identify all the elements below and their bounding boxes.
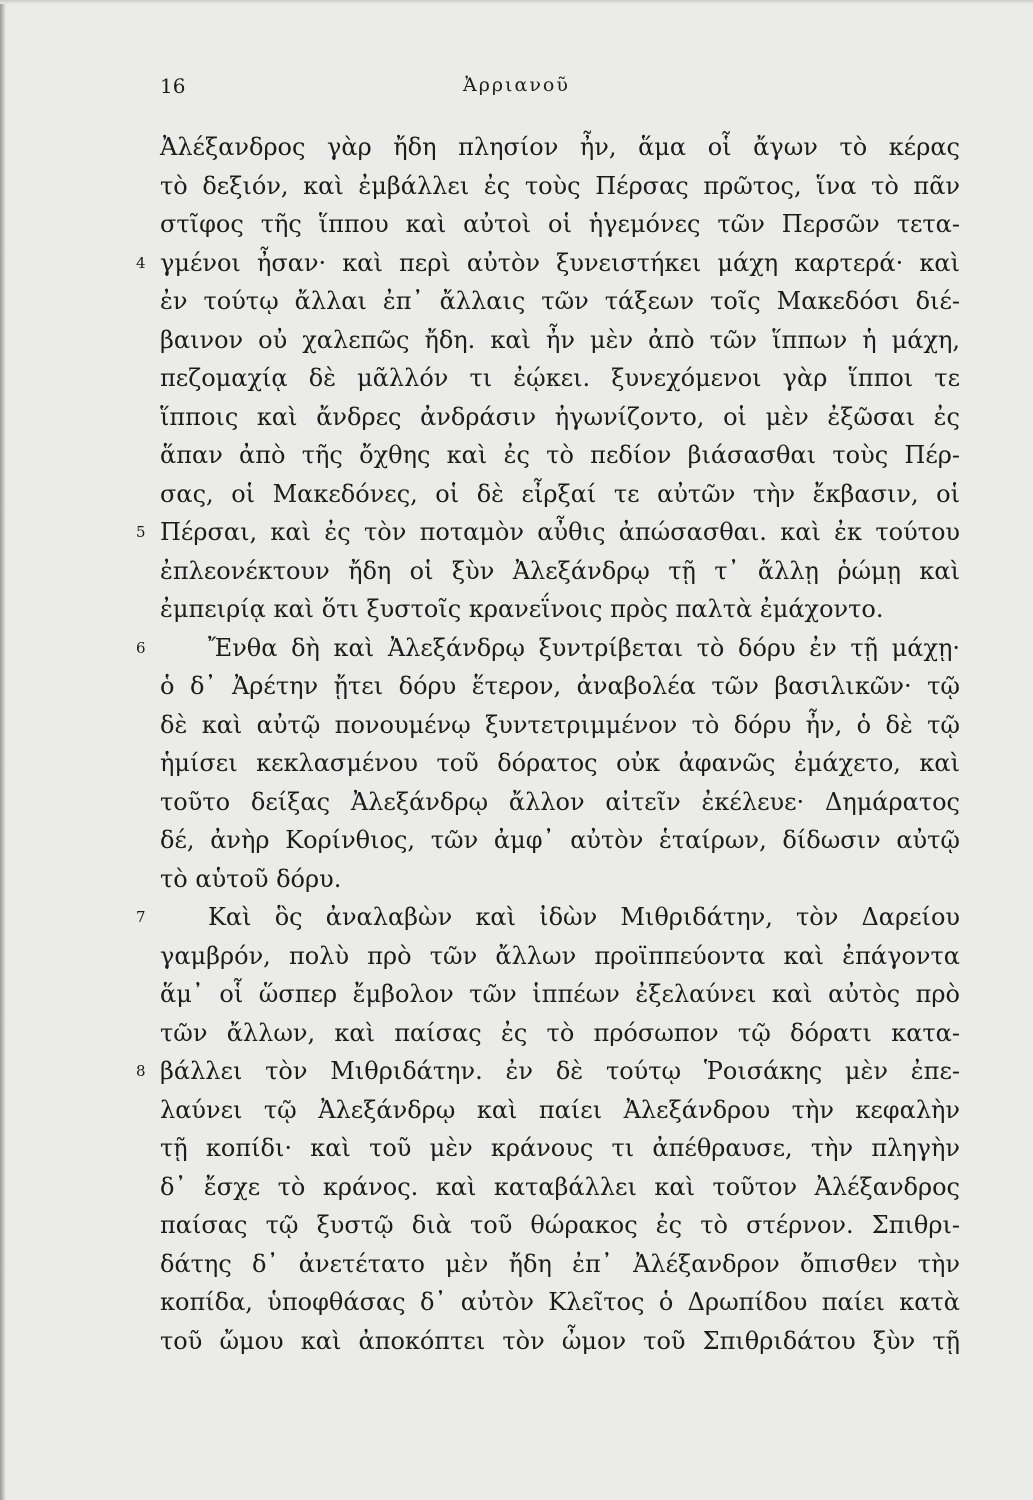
text-line xyxy=(160,282,960,321)
line-text: πεζομαχίᾳ δὲ μᾶλλόν τι ἐῴκει. ξυνεχόμενοι γὰρ ἵπποι τε xyxy=(160,364,960,392)
line-text: τοῦ ὤμου καὶ ἀποκόπτει τὸν ὦμον τοῦ Σπιθριδάτου ξὺν τῇ xyxy=(160,1326,960,1355)
text-line xyxy=(160,205,960,244)
line-text: δέ, ἀνὴρ Κορίνθιος, τῶν ἀμφ᾽ αὐτὸν ἑταίρων, δίδωσιν αὐτῷ xyxy=(160,826,960,854)
line-text: σας, οἱ Μακεδόνες, οἱ δὲ εἶρξαί τε αὐτῶν τὴν ἔκβασιν, οἱ xyxy=(160,479,960,508)
line-text: δὲ καὶ αὐτῷ πονουμένῳ ξυντετριμμένον τὸ δόρυ ἦν, ὁ δὲ τῷ xyxy=(160,710,960,739)
line-text: ὁ δ᾽ Ἀρέτην ᾔτει δόρυ ἕτερον, ἀναβολέα τῶν βασιλικῶν· τῷ xyxy=(160,672,960,700)
line-text: λαύνει τῷ Ἀλεξάνδρῳ καὶ παίει Ἀλεξάνδρου τὴν κεφαλὴν xyxy=(160,1095,960,1124)
text-line xyxy=(160,667,960,706)
text-line xyxy=(136,1052,960,1091)
line-text: ἵπποις καὶ ἄνδρες ἀνδράσιν ἠγωνίζοντο, οἱ μὲν ἐξῶσαι ἐς xyxy=(160,402,960,431)
line-text: κοπίδα, ὑποφθάσας δ᾽ αὐτὸν Κλεῖτος ὁ Δρωπίδου παίει κατὰ xyxy=(160,1288,960,1316)
text-line xyxy=(160,552,960,591)
text-line xyxy=(160,475,960,514)
text-line xyxy=(160,1168,960,1207)
line-text: παίσας τῷ ξυστῷ διὰ τοῦ θώρακος ἐς τὸ στέρνον. Σπιθρι- xyxy=(160,1211,960,1239)
text-line xyxy=(160,398,960,437)
section-number: 5 xyxy=(136,523,146,541)
page-number: 16 xyxy=(160,74,186,98)
text-line xyxy=(160,706,960,745)
text-line xyxy=(160,937,960,976)
text-line xyxy=(160,436,960,475)
line-text: ἅπαν ἀπὸ τῆς ὄχθης καὶ ἐς τὸ πεδίον βιάσασθαι τοὺς Πέρ- xyxy=(160,441,960,469)
text-line xyxy=(160,783,960,822)
text-line xyxy=(136,629,960,668)
text-line xyxy=(160,744,960,783)
line-text: ἅμ᾽ οἷ ὥσπερ ἔμβολον τῶν ἱππέων ἐξελαύνει καὶ αὐτὸς πρὸ xyxy=(160,980,960,1008)
text-line xyxy=(160,321,960,360)
text-line xyxy=(160,590,960,629)
line-text: ἐμπειρίᾳ καὶ ὅτι ξυστοῖς κρανεΐνοις πρὸς παλτὰ ἐμάχοντο. xyxy=(160,595,884,623)
section-number: 4 xyxy=(136,253,146,272)
line-text: Ἔνθα δὴ καὶ Ἀλεξάνδρῳ ξυντρίβεται τὸ δόρυ ἐν τῇ μάχῃ· xyxy=(208,633,960,662)
line-text: δάτης δ᾽ ἀνετέτατο μὲν ἤδη ἐπ᾽ Ἀλέξανδρον ὄπισθεν τὴν xyxy=(160,1249,960,1278)
page-edge-shadow xyxy=(0,0,6,1500)
text-line xyxy=(160,128,960,167)
text-line xyxy=(160,1014,960,1053)
line-text: τὸ αὑτοῦ δόρυ. xyxy=(160,864,342,893)
text-line xyxy=(136,898,960,937)
text-line xyxy=(160,821,960,860)
text-line xyxy=(136,513,960,552)
text-line xyxy=(160,860,960,899)
line-text: τῶν ἄλλων, καὶ παίσας ἐς τὸ πρόσωπον τῷ δόρατι κατα- xyxy=(160,1018,960,1047)
line-text: τοῦτο δείξας Ἀλεξάνδρῳ ἄλλον αἰτεῖν ἐκέλευε· Δημάρατος xyxy=(160,787,960,816)
text-line xyxy=(136,244,960,283)
line-text: Ἀλέξανδρος γὰρ ἤδη πλησίον ἦν, ἅμα οἷ ἄγων τὸ κέρας xyxy=(160,133,960,161)
line-text: γαμβρόν, πολὺ πρὸ τῶν ἄλλων προϊππεύοντα καὶ ἐπάγοντα xyxy=(160,941,960,970)
text-line xyxy=(160,1322,960,1361)
page-header xyxy=(0,74,1033,104)
line-text: γμένοι ἦσαν· καὶ περὶ αὐτὸν ξυνειστήκει μάχη καρτερά· καὶ xyxy=(160,248,960,277)
text-line xyxy=(160,359,960,398)
section-number: 8 xyxy=(136,1062,146,1080)
line-text: βαινον οὐ χαλεπῶς ἤδη. καὶ ἦν μὲν ἀπὸ τῶν ἵππων ἡ μάχη, xyxy=(160,325,960,354)
text-line xyxy=(160,1129,960,1168)
line-text: Καὶ ὃς ἀναλαβὼν καὶ ἰδὼν Μιθριδάτην, τὸν Δαρείου xyxy=(208,903,960,931)
text-line xyxy=(160,1206,960,1245)
line-text: τῇ κοπίδι· καὶ τοῦ μὲν κράνους τι ἀπέθραυσε, τὴν πληγὴν xyxy=(160,1134,960,1162)
text-line xyxy=(160,1283,960,1322)
line-text: δ᾽ ἔσχε τὸ κράνος. καὶ καταβάλλει καὶ τοῦτον Ἀλέξανδρος xyxy=(160,1172,960,1201)
text-line xyxy=(160,167,960,206)
line-text: ἡμίσει κεκλασμένου τοῦ δόρατος οὐκ ἀφανῶς ἐμάχετο, καὶ xyxy=(160,749,960,777)
text-line xyxy=(160,1091,960,1130)
line-text: Πέρσαι, καὶ ἐς τὸν ποταμὸν αὖθις ἀπώσασθαι. καὶ ἐκ τούτου xyxy=(160,518,960,546)
line-text: βάλλει τὸν Μιθριδάτην. ἐν δὲ τούτῳ Ῥοισάκης μὲν ἐπε- xyxy=(160,1057,960,1085)
page-top-shadow xyxy=(0,0,1033,4)
running-title: Ἀρριανοῦ xyxy=(463,74,570,96)
line-text: ἐπλεονέκτουν ἤδη οἱ ξὺν Ἀλεξάνδρῳ τῇ τ᾽ ἄλλῃ ῥώμῃ καὶ xyxy=(160,556,960,585)
line-text: ἐν τούτῳ ἄλλαι ἐπ᾽ ἄλλαις τῶν τάξεων τοῖς Μακεδόσι διέ- xyxy=(160,287,960,315)
text-line xyxy=(160,1245,960,1284)
body-text xyxy=(136,128,960,1360)
section-number: 7 xyxy=(136,908,146,926)
line-text: στῖφος τῆς ἵππου καὶ αὐτοὶ οἱ ἡγεμόνες τῶν Περσῶν τετα- xyxy=(160,210,960,238)
line-text: τὸ δεξιόν, καὶ ἐμβάλλει ἐς τοὺς Πέρσας πρῶτος, ἵνα τὸ πᾶν xyxy=(160,171,960,200)
section-number: 6 xyxy=(136,638,146,657)
text-line xyxy=(160,975,960,1014)
